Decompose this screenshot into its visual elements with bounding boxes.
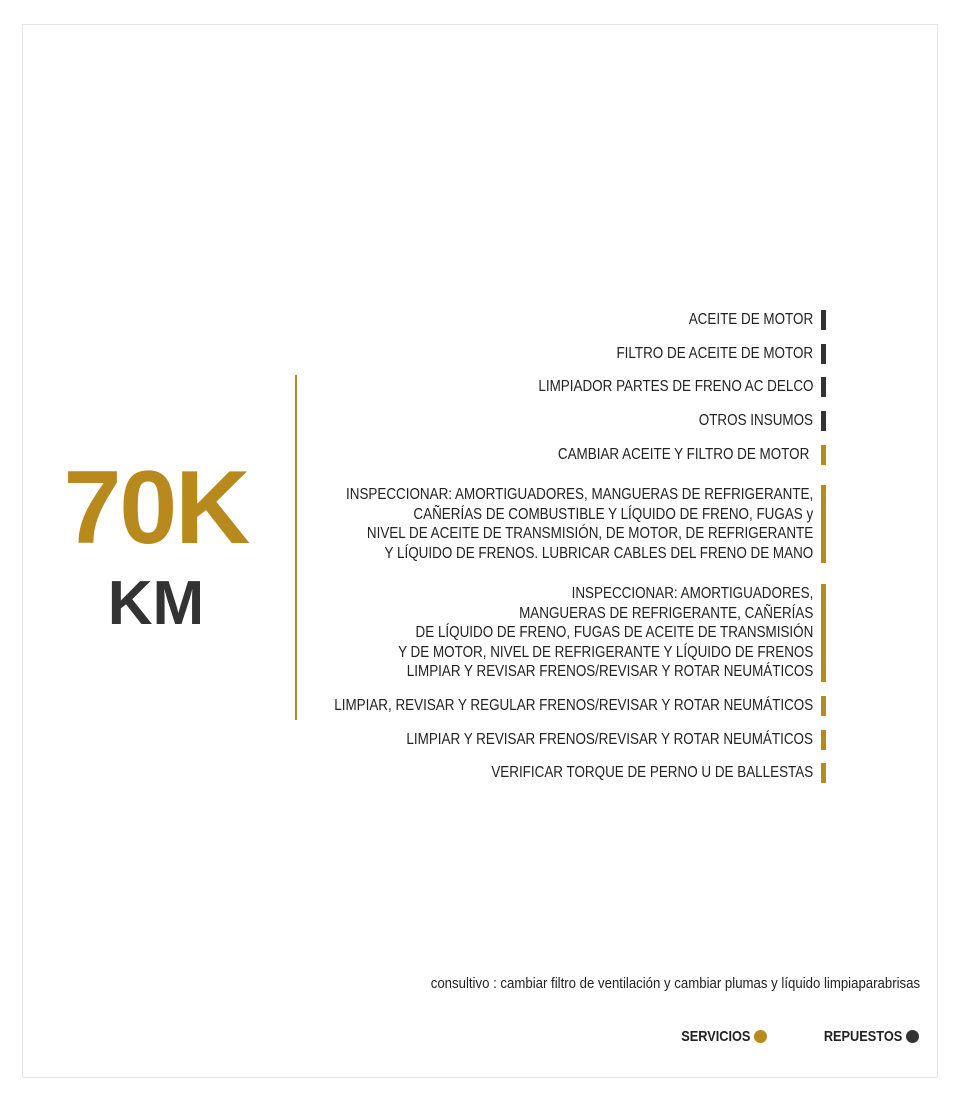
list-item — [579, 344, 826, 364]
legend-repuestos — [810, 1028, 919, 1045]
item-text: CAMBIAR ACEITE Y FILTRO DE MOTOR — [557, 446, 809, 463]
list-item — [677, 411, 826, 431]
servicio-marker — [821, 584, 826, 682]
item-line: Y LÍQUIDO DE FRENOS. LUBRICAR CABLES DEL FRENO DE MANO — [384, 544, 813, 562]
item-text: OTROS INSUMOS — [698, 412, 813, 429]
list-item — [665, 310, 826, 330]
gold-dot-icon — [754, 1030, 767, 1043]
repuesto-marker — [821, 344, 826, 364]
mileage-number: 70K — [63, 450, 249, 566]
item-text: LIMPIADOR PARTES DE FRENO AC DELCO — [537, 378, 813, 395]
legend-label: REPUESTOS — [823, 1028, 902, 1045]
legend-servicios — [669, 1028, 767, 1045]
repuesto-marker — [821, 310, 826, 330]
item-text: FILTRO DE ACEITE DE MOTOR — [616, 345, 813, 362]
item-line: INSPECCIONAR: AMORTIGUADORES, — [571, 585, 813, 602]
repuesto-marker — [821, 411, 826, 431]
dark-dot-icon — [906, 1030, 919, 1043]
item-line: INSPECCIONAR: AMORTIGUADORES, MANGUERAS DE REFRIGERANTE, — [345, 486, 813, 503]
item-text: ACEITE DE MOTOR — [688, 311, 813, 328]
item-line: Y DE MOTOR, NIVEL DE REFRIGERANTE Y LÍQUIDO DE FRENOS — [397, 643, 813, 661]
consultivo-note: consultivo : cambiar filtro de ventilación y cambiar plumas y líquido limpiaparabrisas — [430, 975, 920, 992]
mileage-unit: KM — [107, 569, 205, 638]
servicio-marker — [821, 445, 826, 465]
item-line: LIMPIAR Y REVISAR FRENOS/REVISAR Y ROTAR NEUMÁTICOS — [406, 663, 813, 680]
servicio-marker — [821, 763, 826, 783]
legend-label: SERVICIOS — [680, 1028, 750, 1045]
item-line: NIVEL DE ACEITE DE TRANSMISIÓN, DE MOTOR, DE REFRIGERANTE — [366, 525, 813, 542]
item-line: MANGUERAS DE REFRIGERANTE, CAÑERÍAS — [518, 604, 813, 622]
servicio-marker — [821, 730, 826, 750]
item-text: LIMPIAR Y REVISAR FRENOS/REVISAR Y ROTAR NEUMÁTICOS — [406, 731, 813, 748]
item-line: CAÑERÍAS DE COMBUSTIBLE Y LÍQUIDO DE FRENO, FUGAS y — [413, 505, 813, 523]
list-item — [510, 445, 826, 465]
list-item — [243, 696, 826, 716]
repuesto-marker — [821, 377, 826, 397]
servicio-marker — [821, 485, 826, 563]
item-line: DE LÍQUIDO DE FRENO, FUGAS DE ACEITE DE TRANSMISIÓN — [415, 624, 813, 641]
item-text — [398, 584, 813, 682]
list-item — [329, 730, 826, 750]
list-item — [430, 763, 826, 783]
servicio-marker — [821, 696, 826, 716]
item-text: LIMPIAR, REVISAR Y REGULAR FRENOS/REVISAR Y ROTAR NEUMÁTICOS — [334, 697, 813, 714]
item-text — [346, 485, 813, 563]
list-item — [257, 485, 826, 563]
item-text: VERIFICAR TORQUE DE PERNO U DE BALLESTAS — [491, 764, 813, 781]
list-item — [486, 377, 826, 397]
list-item — [319, 584, 826, 682]
